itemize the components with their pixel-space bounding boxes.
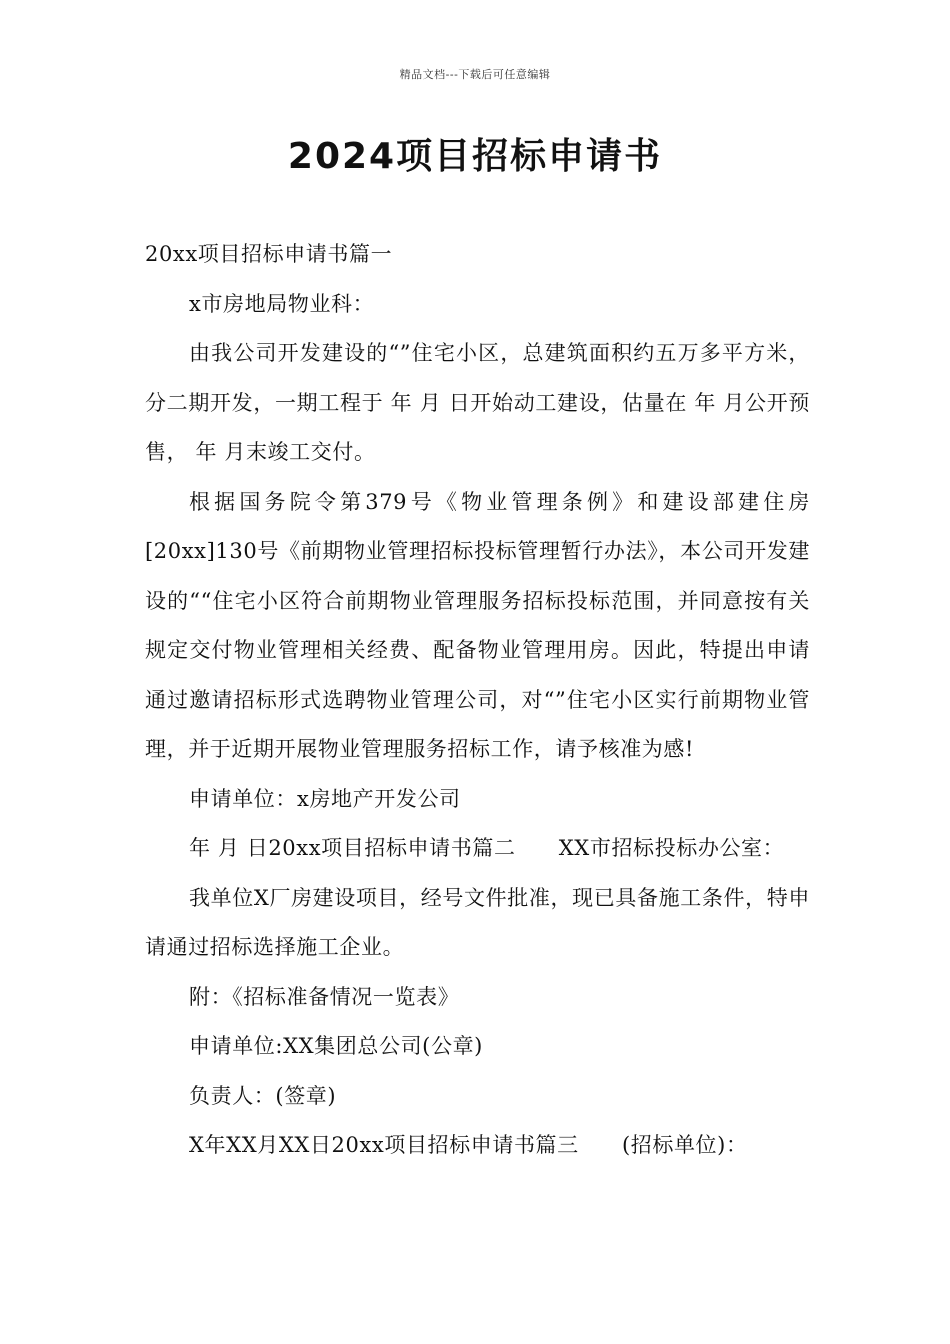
paragraph-project-intro: 由我公司开发建设的“”住宅小区，总建筑面积约五万多平方米，分二期开发，一期工程于 年 月 日开始动工建设，估量在 年 月公开预售， 年 月末竣工交付。: [145, 341, 810, 464]
date-and-section-heading-2: 年 月 日20xx项目招标申请书篇二 XX市招标投标办公室：: [189, 836, 785, 860]
applicant-line-1: 申请单位：x房地产开发公司: [189, 786, 461, 811]
applicant-line-2: 申请单位:XX集团总公司(公章): [189, 1034, 483, 1058]
responsible-person-line: 负责人：(签章): [189, 1083, 337, 1108]
attachment-line: 附：《招标准备情况一览表》: [189, 984, 460, 1009]
paragraph-legal-basis: 根据国务院令第379号《物业管理条例》和建设部建住房[20xx]130号《前期物业管理招标投标管理暂行办法》，本公司开发建设的““住宅小区符合前期物业管理服务招标投标范围，并同意按有关规定交付物业管理相关经费、配备物业管理用房。因此，特提出申请通过邀请招标形式选聘物业管理公司，对“”住宅小区实行前期物业管理，并于近期开展物业管理服务招标工作，请予核准为感!: [145, 489, 810, 761]
date-and-section-heading-3: X年XX月XX日20xx项目招标申请书篇三 (招标单位)：: [189, 1133, 748, 1157]
header-note: 精品文档---下载后可任意编辑: [399, 68, 551, 81]
document-body: [145, 230, 810, 1171]
section-heading-1: 20xx项目招标申请书篇一: [145, 242, 393, 266]
document-title: 2024项目招标申请书: [287, 136, 663, 177]
paragraph-factory-project: 我单位X厂房建设项目，经号文件批准，现已具备施工条件，特申请通过招标选择施工企业。: [145, 885, 810, 959]
addressee: x市房地局物业科：: [189, 291, 375, 316]
